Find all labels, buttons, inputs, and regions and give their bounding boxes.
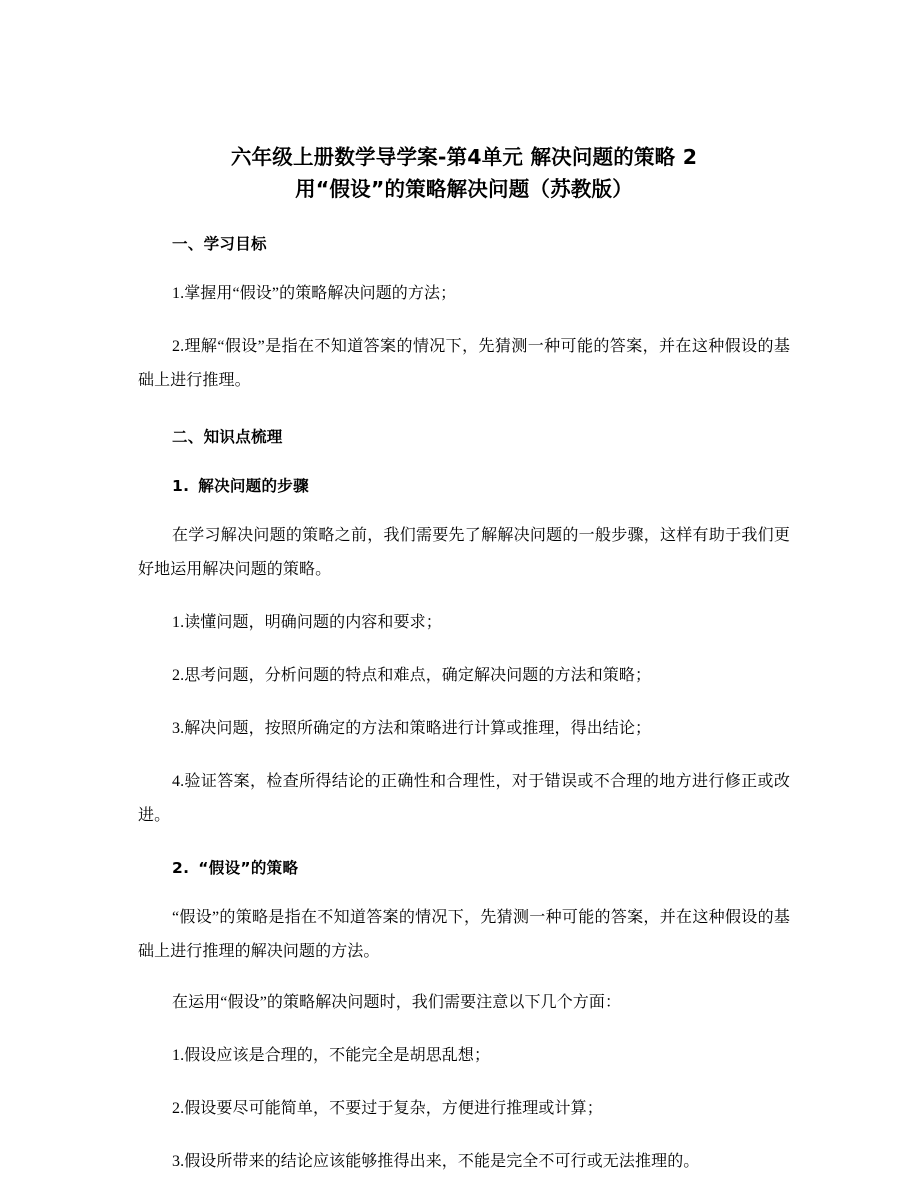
subsection-1-intro-paragraph: 在学习解决问题的策略之前，我们需要先了解解决问题的一般步骤，这样有助于我们更好地运用解决问题的策略。 [138, 527, 790, 578]
subsection-number-2: 2. [172, 859, 190, 877]
subsection-title-1: 解决问题的步骤 [198, 477, 309, 495]
section-heading-learning-objectives: 一、学习目标 [172, 235, 267, 253]
problem-solving-step-2: 2.思考问题，分析问题的特点和难点，确定解决问题的方法和策略； [172, 667, 652, 684]
problem-solving-step-1: 1.读懂问题，明确问题的内容和要求； [172, 614, 442, 631]
section-heading-knowledge-points: 二、知识点梳理 [172, 428, 283, 446]
subsection-2-lead-paragraph: 在运用“假设”的策略解决问题时，我们需要注意以下几个方面： [172, 994, 622, 1011]
page-title [138, 0, 790, 205]
problem-solving-step-3: 3.解决问题，按照所确定的方法和策略进行计算或推理，得出结论； [172, 720, 652, 737]
assumption-note-1: 1.假设应该是合理的，不能完全是胡思乱想； [172, 1047, 491, 1064]
page-title-line-1: 六年级上册数学导学案-第4单元 解决问题的策略 2 [230, 145, 698, 169]
subsection-heading-assumption-strategy [138, 833, 790, 882]
subsection-title-2: “假设”的策略 [198, 859, 299, 877]
assumption-note-3: 3.假设所带来的结论应该能够推得出来，不能是完全不可行或无法推理的。 [172, 1153, 700, 1170]
problem-solving-step-4: 4.验证答案，检查所得结论的正确性和合理性，对于错误或不合理的地方进行修正或改进。 [138, 773, 790, 824]
learning-objective-item-2: 2.理解“假设”是指在不知道答案的情况下，先猜测一种可能的答案，并在这种假设的基础上进行推理。 [138, 338, 790, 389]
subsection-number-1: 1. [172, 477, 190, 495]
subsection-2-intro-paragraph: “假设”的策略是指在不知道答案的情况下，先猜测一种可能的答案，并在这种假设的基础上进行推理的解决问题的方法。 [138, 909, 790, 960]
page-title-line-2: 用“假设”的策略解决问题（苏教版） [295, 177, 633, 201]
assumption-note-2: 2.假设要尽可能简单，不要过于复杂，方便进行推理或计算； [172, 1100, 603, 1117]
subsection-heading-problem-solving-steps [138, 451, 790, 500]
learning-objective-item-1: 1.掌握用“假设”的策略解决问题的方法； [172, 285, 457, 302]
document-content [138, 0, 790, 1179]
